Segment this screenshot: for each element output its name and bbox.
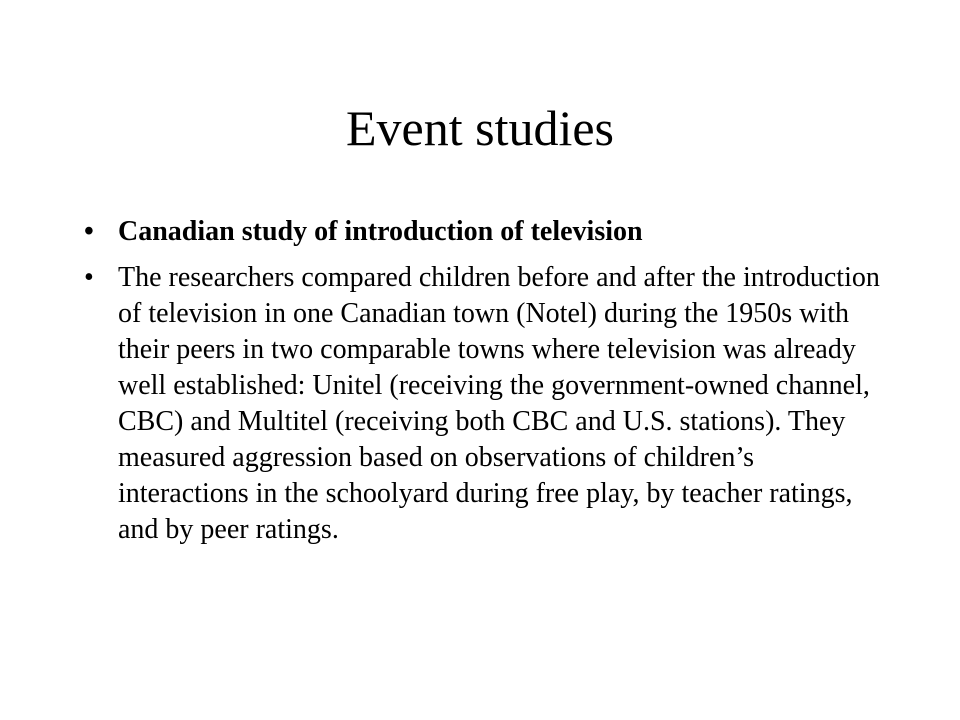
- bullet-item-1: [84, 214, 884, 250]
- bullet-marker: •: [84, 216, 94, 247]
- bullet-text-2: The researchers compared children before and after the introduction of television in one Canadian town (Notel) during the 1950s with their peers in two comparable towns where television was already well established: Unitel (receiving the government-owned channel, CBC) and Multitel (receiving both CBC and U.S. stations). They measured aggression based on observations of children’s interactions in the schoolyard during free play, by teacher ratings, and by peer ratings.: [118, 262, 880, 545]
- bullet-list: [84, 214, 884, 558]
- bullet-item-2: [84, 260, 884, 548]
- bullet-text-1: Canadian study of introduction of television: [118, 216, 643, 247]
- bullet-marker: •: [84, 262, 94, 293]
- slide-title: Event studies: [345, 100, 615, 156]
